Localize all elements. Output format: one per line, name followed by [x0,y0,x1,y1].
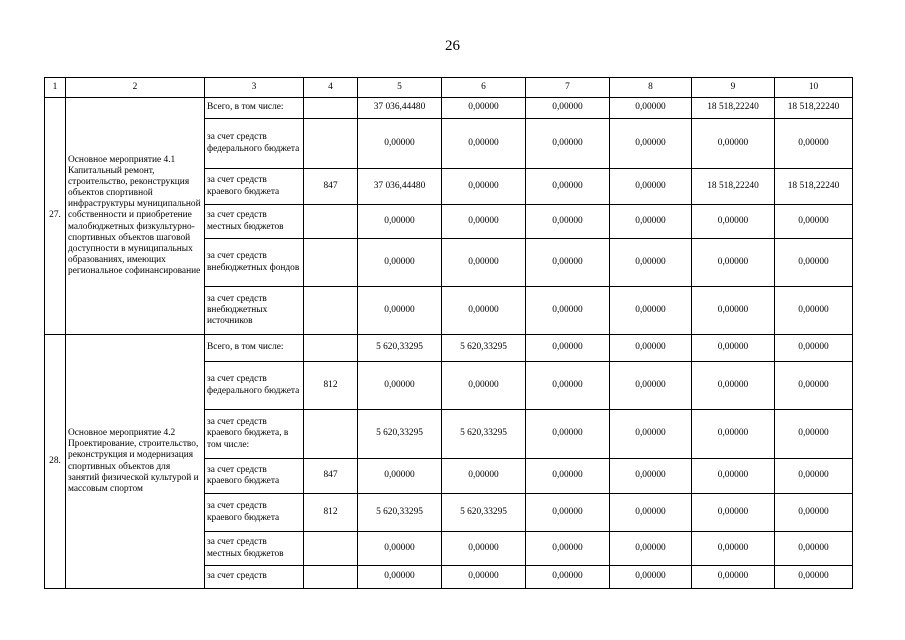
amount-cell: 0,00000 [442,287,526,335]
table-row [45,335,853,362]
amount-cell: 5 620,33295 [358,335,442,362]
amount-cell: 0,00000 [526,169,610,205]
amount-cell: 0,00000 [526,287,610,335]
amount-cell: 0,00000 [358,532,442,566]
activity-name: Основное мероприятие 4.1 Капитальный ремонт, строительство, реконструкция объектов спортивной инфраструктуры муниципальной собственности и приобретение малобюджетных физкультурно-спортивных объектов шаговой доступности в муниципальных образованиях, имеющих региональное софинансирование [66,98,205,335]
amount-cell: 0,00000 [692,119,775,169]
amount-cell: 0,00000 [775,362,853,410]
amount-cell: 0,00000 [526,566,610,589]
amount-cell: 0,00000 [692,362,775,410]
amount-cell: 0,00000 [526,410,610,459]
header-cell: 4 [304,78,358,98]
amount-cell: 0,00000 [442,239,526,287]
header-cell: 2 [66,78,205,98]
amount-cell: 18 518,22240 [692,98,775,119]
funding-source: за счет средств внебюджетных фондов [205,239,304,287]
amount-cell: 0,00000 [526,362,610,410]
table-row [45,98,853,119]
amount-cell: 5 620,33295 [442,494,526,532]
amount-cell: 0,00000 [692,532,775,566]
amount-cell: 0,00000 [358,239,442,287]
amount-cell: 0,00000 [692,459,775,494]
budget-code: 847 [304,459,358,494]
row-number: 28. [45,335,66,589]
amount-cell: 0,00000 [526,494,610,532]
amount-cell: 0,00000 [775,239,853,287]
amount-cell: 5 620,33295 [358,410,442,459]
funding-source: за счет средств краевого бюджета [205,494,304,532]
budget-code [304,532,358,566]
amount-cell: 0,00000 [358,205,442,239]
header-row [45,78,853,98]
budget-code [304,239,358,287]
budget-code [304,205,358,239]
budget-code: 812 [304,362,358,410]
amount-cell: 0,00000 [442,532,526,566]
amount-cell: 0,00000 [610,362,692,410]
amount-cell: 0,00000 [442,205,526,239]
amount-cell: 0,00000 [358,119,442,169]
amount-cell: 0,00000 [442,566,526,589]
amount-cell: 0,00000 [775,532,853,566]
amount-cell: 37 036,44480 [358,98,442,119]
row-number: 27. [45,98,66,335]
amount-cell: 0,00000 [775,205,853,239]
amount-cell: 0,00000 [610,566,692,589]
amount-cell: 0,00000 [692,494,775,532]
amount-cell: 0,00000 [526,532,610,566]
amount-cell: 37 036,44480 [358,169,442,205]
amount-cell: 0,00000 [775,119,853,169]
amount-cell: 0,00000 [775,566,853,589]
funding-source: за счет средств краевого бюджета, в том числе: [205,410,304,459]
funding-source: за счет средств местных бюджетов [205,205,304,239]
amount-cell: 0,00000 [526,239,610,287]
amount-cell: 0,00000 [442,459,526,494]
amount-cell: 0,00000 [775,410,853,459]
header-cell: 1 [45,78,66,98]
amount-cell: 0,00000 [526,205,610,239]
amount-cell: 0,00000 [775,335,853,362]
funding-source: за счет средств внебюджетных источников [205,287,304,335]
amount-cell: 0,00000 [775,494,853,532]
amount-cell: 0,00000 [692,410,775,459]
amount-cell: 18 518,22240 [692,169,775,205]
budget-code [304,98,358,119]
budget-code [304,410,358,459]
funding-source: Всего, в том числе: [205,335,304,362]
amount-cell: 5 620,33295 [442,335,526,362]
amount-cell: 0,00000 [358,362,442,410]
amount-cell: 0,00000 [610,532,692,566]
funding-source: за счет средств федерального бюджета [205,362,304,410]
header-cell: 10 [775,78,853,98]
amount-cell: 0,00000 [358,566,442,589]
header-cell: 8 [610,78,692,98]
amount-cell: 0,00000 [442,119,526,169]
funding-source: за счет средств краевого бюджета [205,459,304,494]
amount-cell: 0,00000 [358,459,442,494]
amount-cell: 0,00000 [692,566,775,589]
amount-cell: 0,00000 [692,335,775,362]
amount-cell: 0,00000 [526,119,610,169]
page-number: 26 [445,38,460,54]
amount-cell: 0,00000 [610,335,692,362]
budget-code: 812 [304,494,358,532]
budget-table [44,77,853,589]
amount-cell: 0,00000 [610,205,692,239]
amount-cell: 0,00000 [692,205,775,239]
funding-source: Всего, в том числе: [205,98,304,119]
amount-cell: 0,00000 [610,287,692,335]
budget-code [304,335,358,362]
amount-cell: 18 518,22240 [775,169,853,205]
funding-source: за счет средств федерального бюджета [205,119,304,169]
activity-name: Основное мероприятие 4.2 Проектирование, строительство, реконструкция и модернизация спортивных объектов для занятий физической культурой и массовым спортом [66,335,205,589]
budget-code: 847 [304,169,358,205]
header-cell: 5 [358,78,442,98]
amount-cell: 0,00000 [692,287,775,335]
amount-cell: 0,00000 [610,169,692,205]
budget-code [304,119,358,169]
amount-cell: 0,00000 [610,410,692,459]
header-cell: 7 [526,78,610,98]
budget-code [304,287,358,335]
amount-cell: 5 620,33295 [442,410,526,459]
header-cell: 9 [692,78,775,98]
amount-cell: 0,00000 [610,494,692,532]
amount-cell: 0,00000 [358,287,442,335]
amount-cell: 0,00000 [610,239,692,287]
header-cell: 3 [205,78,304,98]
amount-cell: 0,00000 [610,98,692,119]
amount-cell: 0,00000 [610,459,692,494]
funding-source: за счет средств краевого бюджета [205,169,304,205]
header-cell: 6 [442,78,526,98]
amount-cell: 0,00000 [610,119,692,169]
funding-source: за счет средств местных бюджетов [205,532,304,566]
amount-cell: 0,00000 [526,98,610,119]
amount-cell: 0,00000 [526,335,610,362]
amount-cell: 0,00000 [526,459,610,494]
funding-source: за счет средств [205,566,304,589]
amount-cell: 0,00000 [442,169,526,205]
amount-cell: 0,00000 [692,239,775,287]
amount-cell: 5 620,33295 [358,494,442,532]
amount-cell: 0,00000 [775,459,853,494]
budget-code [304,566,358,589]
amount-cell: 18 518,22240 [775,98,853,119]
amount-cell: 0,00000 [442,362,526,410]
amount-cell: 0,00000 [775,287,853,335]
amount-cell: 0,00000 [442,98,526,119]
